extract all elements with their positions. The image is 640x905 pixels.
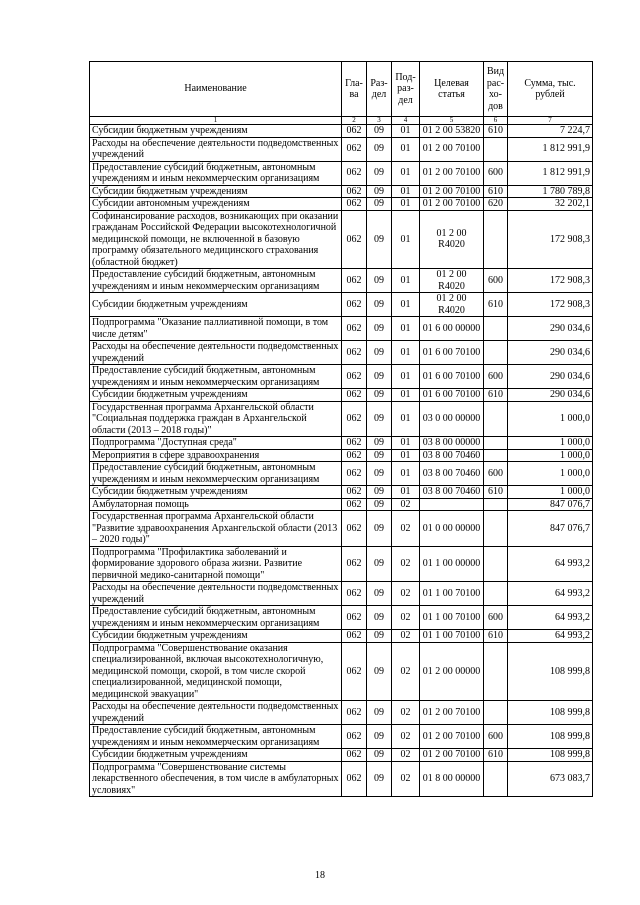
- row-target-article: 01 1 00 70100: [420, 630, 484, 643]
- row-target-article: 01 2 00 70100: [420, 137, 484, 161]
- row-subsection: 01: [392, 293, 420, 317]
- header-chapter: Гла-ва: [342, 62, 367, 117]
- row-target-article: 03 0 00 00000: [420, 401, 484, 437]
- row-chapter: 062: [342, 486, 367, 499]
- table-header-row: [90, 62, 593, 117]
- row-name: Предоставление субсидий бюджетным, автономным учреждениям и иным некоммерческим организациям: [90, 161, 342, 185]
- row-amount: 172 908,3: [508, 269, 593, 293]
- row-name: Субсидии бюджетным учреждениям: [90, 293, 342, 317]
- row-expense-type: [484, 511, 508, 547]
- column-number: 2: [342, 117, 367, 125]
- row-target-article: 03 8 00 70460: [420, 449, 484, 462]
- row-subsection: 01: [392, 437, 420, 450]
- row-chapter: 062: [342, 365, 367, 389]
- row-name: Предоставление субсидий бюджетным, автономным учреждениям и иным некоммерческим организациям: [90, 365, 342, 389]
- row-subsection: 01: [392, 161, 420, 185]
- row-target-article: 01 2 00 70100: [420, 725, 484, 749]
- row-target-article: 01 1 00 70100: [420, 606, 484, 630]
- table-row: [90, 462, 593, 486]
- row-subsection: 01: [392, 462, 420, 486]
- row-section: 09: [367, 725, 392, 749]
- column-number: 5: [420, 117, 484, 125]
- table-row: [90, 401, 593, 437]
- column-number: 7: [508, 117, 593, 125]
- table-row: [90, 293, 593, 317]
- row-subsection: 01: [392, 210, 420, 269]
- row-section: 09: [367, 210, 392, 269]
- row-name: Подпрограмма "Доступная среда": [90, 437, 342, 450]
- row-name: Мероприятия в сфере здравоохранения: [90, 449, 342, 462]
- row-section: 09: [367, 341, 392, 365]
- row-expense-type: 610: [484, 293, 508, 317]
- row-expense-type: [484, 137, 508, 161]
- table-row: [90, 701, 593, 725]
- row-subsection: 02: [392, 630, 420, 643]
- row-section: 09: [367, 269, 392, 293]
- row-section: 09: [367, 365, 392, 389]
- table-row: [90, 185, 593, 198]
- row-amount: 172 908,3: [508, 210, 593, 269]
- table-row: [90, 365, 593, 389]
- table-row: [90, 606, 593, 630]
- table-row: [90, 642, 593, 701]
- row-section: 09: [367, 389, 392, 402]
- row-amount: 64 993,2: [508, 630, 593, 643]
- table-row: [90, 317, 593, 341]
- table-row: [90, 486, 593, 499]
- table-row: [90, 437, 593, 450]
- row-amount: 290 034,6: [508, 365, 593, 389]
- table-row: [90, 198, 593, 211]
- row-target-article: 01 1 00 70100: [420, 582, 484, 606]
- row-section: 09: [367, 761, 392, 797]
- table-row: [90, 389, 593, 402]
- row-name: Государственная программа Архангельской области "Социальная поддержка граждан в Архангельской области (2013 – 2018 годы)": [90, 401, 342, 437]
- column-number: 3: [367, 117, 392, 125]
- header-expense-type: Вид рас-хо-дов: [484, 62, 508, 117]
- row-name: Предоставление субсидий бюджетным, автономным учреждениям и иным некоммерческим организациям: [90, 269, 342, 293]
- row-amount: 1 000,0: [508, 437, 593, 450]
- row-section: 09: [367, 401, 392, 437]
- row-subsection: 01: [392, 269, 420, 293]
- row-subsection: 02: [392, 761, 420, 797]
- row-section: 09: [367, 606, 392, 630]
- row-expense-type: [484, 642, 508, 701]
- row-chapter: 062: [342, 449, 367, 462]
- table-row: [90, 269, 593, 293]
- row-chapter: 062: [342, 389, 367, 402]
- row-expense-type: [484, 582, 508, 606]
- table-row: [90, 749, 593, 762]
- row-target-article: 01 2 00 R4020: [420, 269, 484, 293]
- row-name: Субсидии автономным учреждениям: [90, 198, 342, 211]
- row-target-article: 01 2 00 70100: [420, 749, 484, 762]
- header-section: Раз-дел: [367, 62, 392, 117]
- row-amount: 290 034,6: [508, 389, 593, 402]
- table-row: [90, 449, 593, 462]
- row-section: 09: [367, 293, 392, 317]
- row-amount: 108 999,8: [508, 725, 593, 749]
- row-expense-type: 600: [484, 606, 508, 630]
- row-expense-type: [484, 401, 508, 437]
- row-target-article: 01 2 00 70100: [420, 701, 484, 725]
- row-subsection: 02: [392, 546, 420, 582]
- table-row: [90, 161, 593, 185]
- row-expense-type: [484, 437, 508, 450]
- table-row: [90, 761, 593, 797]
- row-section: 09: [367, 642, 392, 701]
- row-amount: 1 000,0: [508, 449, 593, 462]
- row-amount: 108 999,8: [508, 749, 593, 762]
- row-chapter: 062: [342, 437, 367, 450]
- table-row: [90, 210, 593, 269]
- row-chapter: 062: [342, 498, 367, 511]
- row-chapter: 062: [342, 401, 367, 437]
- row-target-article: 01 2 00 53820: [420, 125, 484, 138]
- table-row: [90, 511, 593, 547]
- row-section: 09: [367, 630, 392, 643]
- row-name: Предоставление субсидий бюджетным, автономным учреждениям и иным некоммерческим организациям: [90, 462, 342, 486]
- row-chapter: 062: [342, 511, 367, 547]
- row-expense-type: [484, 317, 508, 341]
- row-section: 09: [367, 511, 392, 547]
- row-section: 09: [367, 137, 392, 161]
- row-amount: 673 083,7: [508, 761, 593, 797]
- row-subsection: 01: [392, 365, 420, 389]
- row-subsection: 02: [392, 749, 420, 762]
- row-section: 09: [367, 582, 392, 606]
- row-expense-type: [484, 498, 508, 511]
- row-target-article: 01 8 00 00000: [420, 761, 484, 797]
- row-subsection: 02: [392, 498, 420, 511]
- row-name: Субсидии бюджетным учреждениям: [90, 185, 342, 198]
- table-row: [90, 341, 593, 365]
- column-number: 1: [90, 117, 342, 125]
- row-chapter: 062: [342, 546, 367, 582]
- row-chapter: 062: [342, 137, 367, 161]
- row-amount: 847 076,7: [508, 511, 593, 547]
- row-amount: 847 076,7: [508, 498, 593, 511]
- row-name: Софинансирование расходов, возникающих при оказании гражданам Российской Федерации высокотехнологичной медицинской помощи, не включенной в базовую программу обязательного медицинского страхования (областной бюджет): [90, 210, 342, 269]
- row-expense-type: 600: [484, 161, 508, 185]
- row-section: 09: [367, 437, 392, 450]
- row-chapter: 062: [342, 269, 367, 293]
- row-chapter: 062: [342, 198, 367, 211]
- row-target-article: 01 1 00 00000: [420, 546, 484, 582]
- row-expense-type: 620: [484, 198, 508, 211]
- column-number-row: [90, 117, 593, 125]
- row-chapter: 062: [342, 210, 367, 269]
- header-target: Целевая статья: [420, 62, 484, 117]
- row-amount: 1 000,0: [508, 401, 593, 437]
- row-name: Расходы на обеспечение деятельности подведомственных учреждений: [90, 341, 342, 365]
- row-amount: 64 993,2: [508, 582, 593, 606]
- row-chapter: 062: [342, 293, 367, 317]
- row-expense-type: 610: [484, 125, 508, 138]
- row-chapter: 062: [342, 341, 367, 365]
- row-target-article: 01 2 00 70100: [420, 161, 484, 185]
- row-amount: 1 000,0: [508, 486, 593, 499]
- row-name: Амбулаторная помощь: [90, 498, 342, 511]
- row-target-article: 01 2 00 70100: [420, 185, 484, 198]
- row-section: 09: [367, 125, 392, 138]
- row-target-article: 01 6 00 70100: [420, 389, 484, 402]
- row-expense-type: [484, 449, 508, 462]
- row-section: 09: [367, 462, 392, 486]
- header-subsection: Под-раз-дел: [392, 62, 420, 117]
- row-section: 09: [367, 198, 392, 211]
- row-section: 09: [367, 701, 392, 725]
- row-expense-type: 610: [484, 389, 508, 402]
- row-section: 09: [367, 161, 392, 185]
- row-section: 09: [367, 449, 392, 462]
- row-expense-type: 610: [484, 630, 508, 643]
- row-expense-type: [484, 210, 508, 269]
- row-section: 09: [367, 317, 392, 341]
- row-subsection: 01: [392, 317, 420, 341]
- row-target-article: 01 2 00 70100: [420, 198, 484, 211]
- table-row: [90, 546, 593, 582]
- row-amount: 64 993,2: [508, 546, 593, 582]
- row-expense-type: 600: [484, 365, 508, 389]
- row-chapter: 062: [342, 701, 367, 725]
- row-amount: 172 908,3: [508, 293, 593, 317]
- column-number: 6: [484, 117, 508, 125]
- row-subsection: 01: [392, 449, 420, 462]
- row-chapter: 062: [342, 125, 367, 138]
- row-subsection: 02: [392, 582, 420, 606]
- row-subsection: 01: [392, 401, 420, 437]
- row-expense-type: 610: [484, 486, 508, 499]
- row-target-article: 03 8 00 70460: [420, 462, 484, 486]
- row-section: 09: [367, 749, 392, 762]
- row-name: Подпрограмма "Совершенствование оказания специализированной, включая высокотехнологичную, медицинской помощи, скорой, в том числе скорой специализированной, медицинской помощи, медицинской эвакуации": [90, 642, 342, 701]
- table-row: [90, 582, 593, 606]
- row-chapter: 062: [342, 725, 367, 749]
- row-name: Подпрограмма "Оказание паллиативной помощи, в том числе детям": [90, 317, 342, 341]
- row-target-article: 01 6 00 70100: [420, 341, 484, 365]
- row-expense-type: [484, 701, 508, 725]
- row-target-article: 01 0 00 00000: [420, 511, 484, 547]
- row-subsection: 02: [392, 642, 420, 701]
- row-section: 09: [367, 486, 392, 499]
- row-name: Предоставление субсидий бюджетным, автономным учреждениям и иным некоммерческим организациям: [90, 725, 342, 749]
- row-subsection: 01: [392, 185, 420, 198]
- row-subsection: 02: [392, 606, 420, 630]
- row-target-article: 01 2 00 00000: [420, 642, 484, 701]
- row-name: Субсидии бюджетным учреждениям: [90, 389, 342, 402]
- column-number: 4: [392, 117, 420, 125]
- table-body: [90, 125, 593, 797]
- row-amount: 1 812 991,9: [508, 161, 593, 185]
- row-subsection: 01: [392, 341, 420, 365]
- row-amount: 1 812 991,9: [508, 137, 593, 161]
- page-number: 18: [315, 870, 325, 881]
- row-subsection: 01: [392, 125, 420, 138]
- row-chapter: 062: [342, 642, 367, 701]
- row-subsection: 01: [392, 137, 420, 161]
- row-section: 09: [367, 546, 392, 582]
- row-expense-type: [484, 546, 508, 582]
- row-section: 09: [367, 185, 392, 198]
- table-row: [90, 725, 593, 749]
- row-target-article: 01 2 00 R4020: [420, 293, 484, 317]
- row-target-article: [420, 498, 484, 511]
- header-name: Наименование: [90, 62, 342, 117]
- row-section: 09: [367, 498, 392, 511]
- row-chapter: 062: [342, 582, 367, 606]
- row-subsection: 02: [392, 725, 420, 749]
- row-name: Подпрограмма "Совершенствование системы лекарственного обеспечения, в том числе в амбулаторных условиях": [90, 761, 342, 797]
- row-target-article: 01 2 00 R4020: [420, 210, 484, 269]
- row-subsection: 01: [392, 198, 420, 211]
- table-row: [90, 125, 593, 138]
- row-name: Субсидии бюджетным учреждениям: [90, 125, 342, 138]
- row-chapter: 062: [342, 606, 367, 630]
- row-amount: 1 780 789,8: [508, 185, 593, 198]
- row-name: Субсидии бюджетным учреждениям: [90, 630, 342, 643]
- row-subsection: 01: [392, 486, 420, 499]
- row-chapter: 062: [342, 630, 367, 643]
- row-chapter: 062: [342, 761, 367, 797]
- table-row: [90, 630, 593, 643]
- row-amount: 290 034,6: [508, 317, 593, 341]
- row-expense-type: 600: [484, 725, 508, 749]
- row-subsection: 02: [392, 701, 420, 725]
- header-amount: Сумма, тыс. рублей: [508, 62, 593, 117]
- row-expense-type: 600: [484, 462, 508, 486]
- row-subsection: 01: [392, 389, 420, 402]
- row-chapter: 062: [342, 161, 367, 185]
- row-target-article: 01 6 00 00000: [420, 317, 484, 341]
- row-target-article: 03 8 00 70460: [420, 486, 484, 499]
- row-name: Подпрограмма "Профилактика заболеваний и формирование здорового образа жизни. Развитие первичной медико-санитарной помощи": [90, 546, 342, 582]
- row-amount: 32 202,1: [508, 198, 593, 211]
- budget-table: [89, 61, 593, 797]
- row-amount: 7 224,7: [508, 125, 593, 138]
- row-chapter: 062: [342, 185, 367, 198]
- row-name: Субсидии бюджетным учреждениям: [90, 749, 342, 762]
- row-name: Предоставление субсидий бюджетным, автономным учреждениям и иным некоммерческим организациям: [90, 606, 342, 630]
- row-expense-type: 600: [484, 269, 508, 293]
- row-amount: 64 993,2: [508, 606, 593, 630]
- row-chapter: 062: [342, 462, 367, 486]
- row-chapter: 062: [342, 749, 367, 762]
- row-expense-type: 610: [484, 185, 508, 198]
- row-target-article: 01 6 00 70100: [420, 365, 484, 389]
- row-name: Субсидии бюджетным учреждениям: [90, 486, 342, 499]
- row-expense-type: [484, 761, 508, 797]
- row-amount: 108 999,8: [508, 642, 593, 701]
- row-name: Расходы на обеспечение деятельности подведомственных учреждений: [90, 582, 342, 606]
- table-row: [90, 137, 593, 161]
- row-chapter: 062: [342, 317, 367, 341]
- row-name: Расходы на обеспечение деятельности подведомственных учреждений: [90, 137, 342, 161]
- row-expense-type: [484, 341, 508, 365]
- row-subsection: 02: [392, 511, 420, 547]
- row-name: Государственная программа Архангельской области "Развитие здравоохранения Архангельской области (2013 – 2020 годы)": [90, 511, 342, 547]
- row-name: Расходы на обеспечение деятельности подведомственных учреждений: [90, 701, 342, 725]
- row-amount: 108 999,8: [508, 701, 593, 725]
- row-expense-type: 610: [484, 749, 508, 762]
- table-row: [90, 498, 593, 511]
- row-target-article: 03 8 00 00000: [420, 437, 484, 450]
- row-amount: 290 034,6: [508, 341, 593, 365]
- row-amount: 1 000,0: [508, 462, 593, 486]
